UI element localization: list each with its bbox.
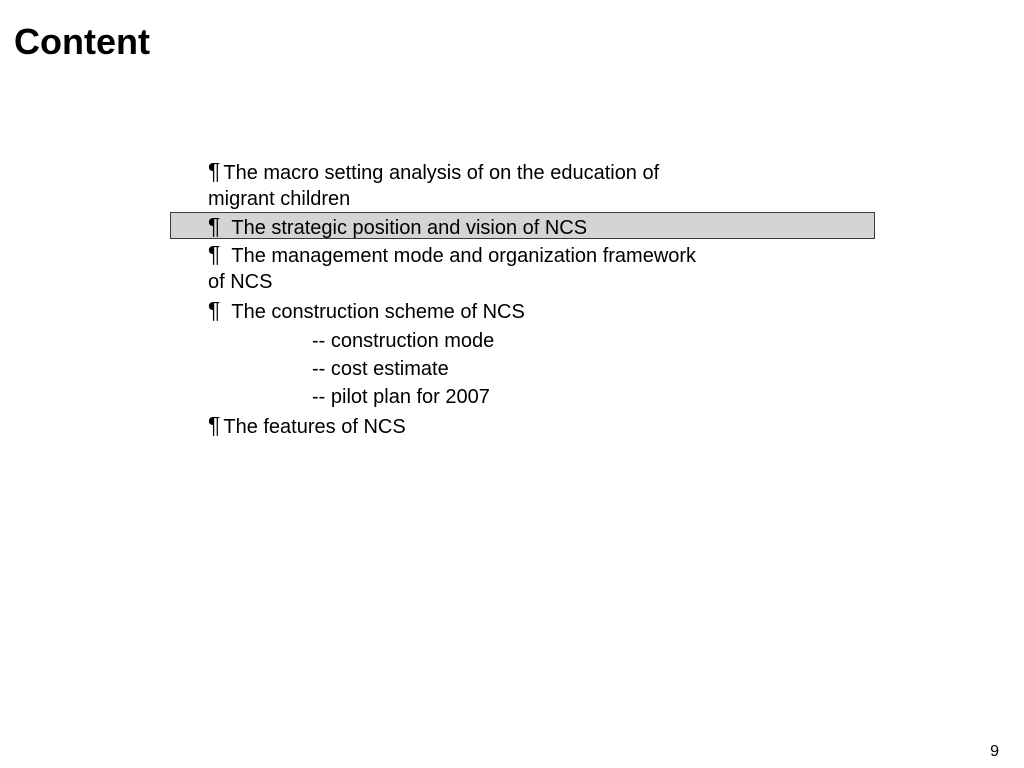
toc-item-macro-setting	[208, 157, 659, 187]
toc-item-text: The macro setting analysis of on the education of	[223, 162, 660, 184]
toc-item-features	[208, 411, 406, 441]
sub-item-pilot-plan: -- pilot plan for 2007	[312, 386, 490, 408]
sub-item-construction-mode: -- construction mode	[312, 330, 495, 352]
toc-item-macro-setting-continuation	[208, 185, 350, 213]
toc-item-text: of NCS	[208, 271, 273, 293]
toc-item-text: The management mode and organization framework	[231, 245, 697, 267]
toc-item-text: The features of NCS	[223, 416, 406, 438]
pilcrow-bullet-icon: ¶	[208, 213, 221, 239]
pilcrow-bullet-icon: ¶	[208, 297, 221, 323]
slide-title: Content	[14, 21, 150, 62]
page-number: 9	[990, 743, 999, 760]
pilcrow-bullet-icon: ¶	[208, 412, 221, 438]
toc-item-management-mode-continuation	[208, 268, 272, 296]
toc-item-construction-scheme	[208, 296, 525, 326]
sub-item-cost-estimate: -- cost estimate	[312, 358, 449, 380]
pilcrow-bullet-icon: ¶	[208, 158, 221, 184]
toc-item-text: migrant children	[208, 188, 351, 210]
toc-item-strategic-position	[208, 212, 587, 242]
pilcrow-bullet-icon: ¶	[208, 241, 221, 267]
toc-item-management-mode	[208, 240, 696, 270]
toc-item-text: The construction scheme of NCS	[231, 301, 525, 323]
toc-item-text: The strategic position and vision of NCS	[231, 217, 588, 239]
